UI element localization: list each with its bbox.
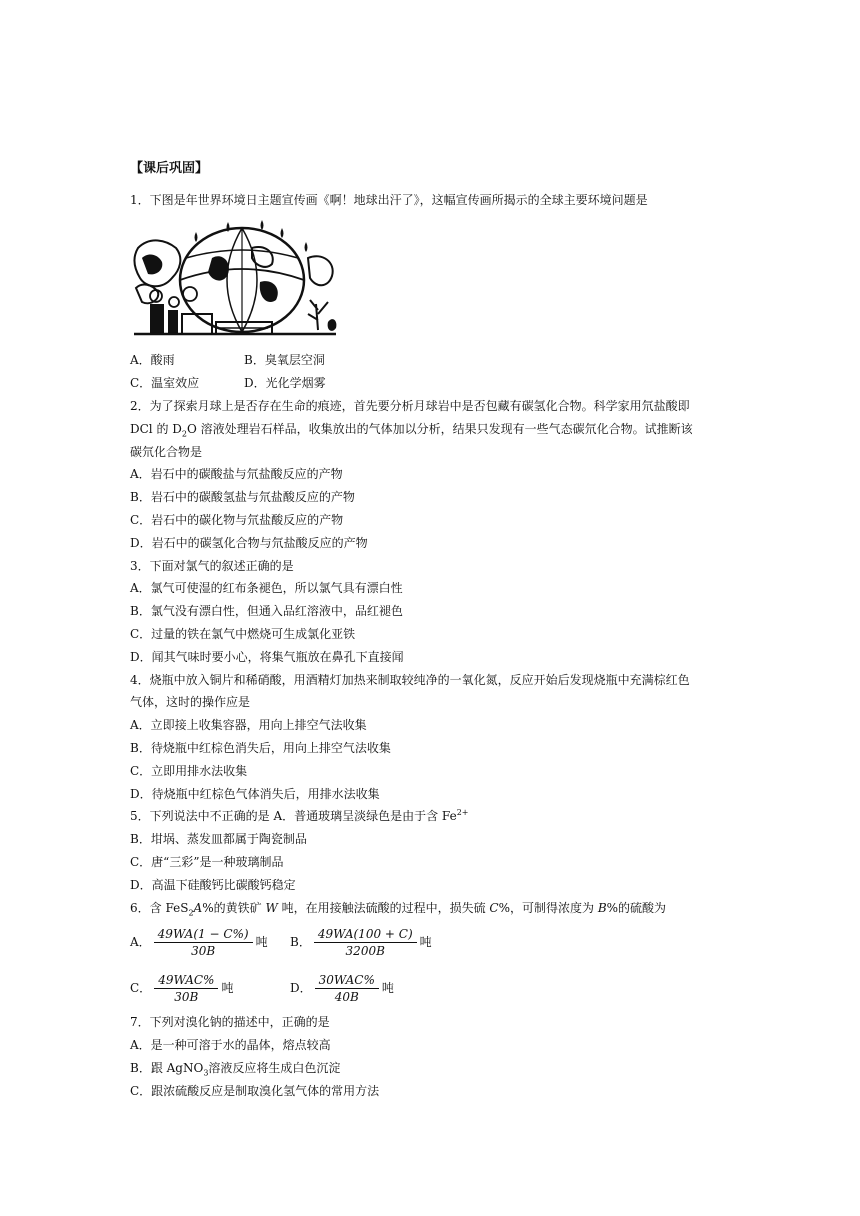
question-6-options-row-2 [130, 965, 740, 1011]
question-2-stem-line-3: 碳氘化合物是 [130, 444, 203, 459]
question-6 [130, 897, 740, 1012]
question-4-stem-line-1: 4．烧瓶中放入铜片和稀硝酸，用酒精灯加热来制取较纯净的一氧化氮，反应开始后发现烧瓶中充满棕红色 [130, 672, 690, 687]
option[interactable]: B．待烧瓶中红棕色消失后，用向上排空气法收集 [130, 740, 391, 755]
fraction: $\frac{49WA(1 - C\%)}{30B}$ [154, 926, 253, 959]
option[interactable]: C．温室效应 [130, 376, 200, 391]
fraction: $\frac{\text{49WAC\%}}{30B}$ [154, 972, 218, 1005]
question-3 [130, 555, 740, 669]
question-1-options-row-2 [130, 372, 740, 395]
option[interactable]: A．立即接上收集容器，用向上排空气法收集 [130, 718, 367, 733]
question-4-stem-line-2: 气体，这时的操作应是 [130, 695, 251, 710]
option[interactable]: C．跟浓硫酸反应是制取溴化氢气体的常用方法 [130, 1083, 380, 1098]
fraction: $\frac{49WA(100 + C)}{3200B}$ [314, 926, 417, 959]
option[interactable]: A． $\frac{49WA(1 - C\%)}{30B}$ 吨 [130, 926, 268, 958]
question-1-stem: 1．下图是年世界环境日主题宣传画《啊！地球出汗了》，这幅宣传画所揭示的全球主要环境问题是 [130, 192, 648, 207]
option[interactable]: A．酸雨 [130, 353, 175, 368]
question-5 [130, 805, 740, 896]
earth-sweating-illustration [132, 218, 338, 338]
option[interactable]: A．氯气可使湿的红布条褪色，所以氯气具有漂白性 [130, 581, 403, 596]
option[interactable]: D．岩石中的碳氢化合物与氘盐酸反应的产物 [130, 535, 368, 550]
option[interactable]: D．待烧瓶中红棕色气体消失后，用排水法收集 [130, 786, 380, 801]
option[interactable]: A．是一种可溶于水的晶体，熔点较高 [130, 1038, 331, 1053]
question-6-options-row-1 [130, 919, 740, 965]
option[interactable]: C．唐“三彩”是一种玻璃制品 [130, 854, 284, 869]
question-2-stem-line-2: DCl 的 $D_2O$ 溶液处理岩石样品，收集放出的气体加以分析，结果只发现有一些气态碳氘化合物。试推断该 [130, 421, 693, 439]
option[interactable]: B．岩石中的碳酸氢盐与氘盐酸反应的产物 [130, 490, 355, 505]
question-3-stem: 3．下面对氯气的叙述正确的是 [130, 558, 294, 573]
question-6-stem: 6．含 FeS$_2$A%的黄铁矿 W 吨，在用接触法硫酸的过程中，损失硫 C%，可制得浓度为 B%的硫酸为 [130, 900, 667, 917]
option[interactable]: D．闻其气味时要小心，将集气瓶放在鼻孔下直接闻 [130, 649, 404, 664]
option[interactable]: D．光化学烟雾 [244, 376, 326, 391]
option[interactable]: C．过量的铁在氯气中燃烧可生成氯化亚铁 [130, 626, 356, 641]
question-2 [130, 395, 740, 555]
question-1 [130, 189, 740, 395]
option[interactable]: B． $\frac{49WA(100 + C)}{3200B}$ 吨 [290, 926, 432, 958]
option[interactable]: B．臭氧层空洞 [244, 353, 325, 368]
fraction: $\frac{\text{30WAC\%}}{40B}$ [315, 972, 379, 1005]
question-2-stem-line-1: 2．为了探索月球上是否存在生命的痕迹，首先要分析月球岩中是否包藏有碳氢化合物。科学家用氘盐酸即 [130, 398, 690, 413]
option[interactable]: D．高温下硅酸钙比碳酸钙稳定 [130, 877, 296, 892]
question-4 [130, 669, 740, 806]
question-7 [130, 1011, 740, 1102]
option[interactable]: B．氯气没有漂白性，但通入品红溶液中，品红褪色 [130, 604, 403, 619]
worksheet [130, 158, 740, 1103]
option[interactable]: A．岩石中的碳酸盐与氘盐酸反应的产物 [130, 467, 343, 482]
option[interactable]: C．立即用排水法收集 [130, 763, 248, 778]
question-5-stem: 5．下列说法中不正确的是 A．普通玻璃呈淡绿色是由于含 $Fe^{2+}$ [130, 808, 469, 824]
section-title: 【课后巩固】 [130, 161, 209, 176]
option[interactable]: C． $\frac{\text{49WAC\%}}{30B}$ 吨 [130, 972, 234, 1004]
option[interactable]: B．跟 AgNO$_3$溶液反应将生成白色沉淀 [130, 1060, 341, 1078]
question-1-options-row-1 [130, 349, 740, 372]
option[interactable]: B．坩埚、蒸发皿都属于陶瓷制品 [130, 832, 307, 847]
option[interactable]: C．岩石中的碳化物与氘盐酸反应的产物 [130, 512, 344, 527]
question-7-stem: 7．下列对溴化钠的描述中，正确的是 [130, 1015, 330, 1030]
option[interactable]: D． $\frac{\text{30WAC\%}}{40B}$ 吨 [290, 972, 394, 1004]
